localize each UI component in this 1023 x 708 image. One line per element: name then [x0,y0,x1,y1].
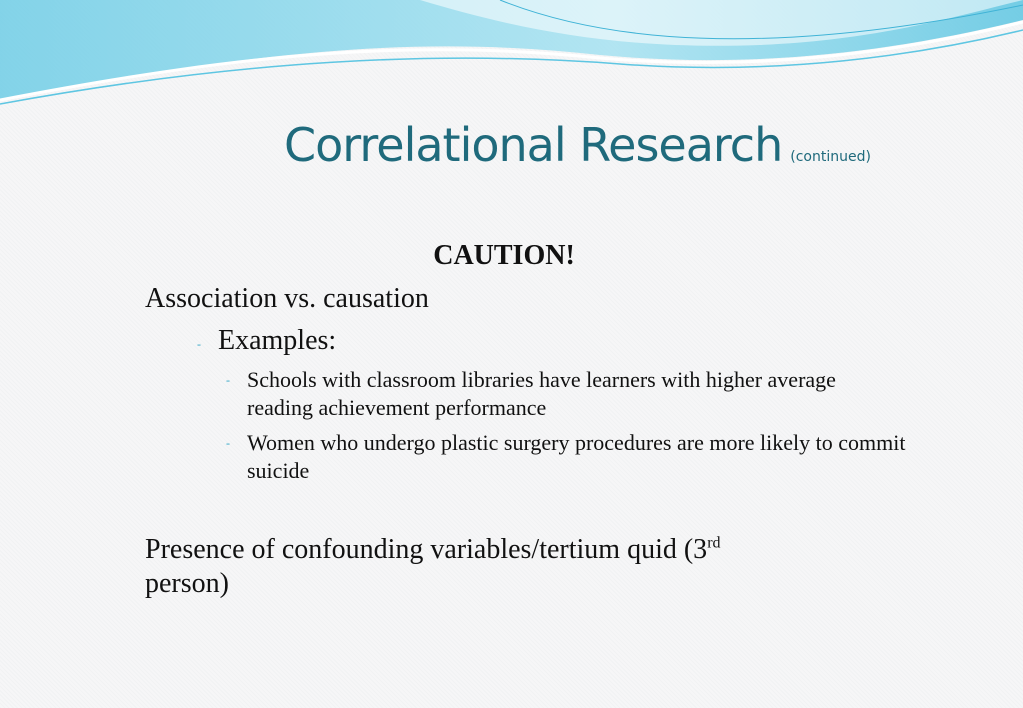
bullet-dash: - [226,373,230,387]
ordinal-suffix: rd [707,534,721,552]
slide-title [284,118,871,172]
title-main: Correlational Research [284,118,783,172]
wave-decoration [0,0,1023,110]
title-suffix: (continued) [790,149,871,165]
confounding-text: Presence of confounding variables/tertium quid (3 [145,534,708,565]
bullet-dash: - [197,337,201,351]
example-item-2: Women who undergo plastic surgery procedures are more likely to commit suicide [247,430,906,483]
point-association: Association vs. causation [145,283,429,314]
examples-label: Examples: [218,325,337,356]
point-confounding [145,534,721,566]
confounding-text-end: person) [145,568,229,599]
example-item-1: Schools with classroom libraries have learners with higher average reading achievement performance [247,367,836,420]
caution-heading: CAUTION! [433,240,575,271]
bullet-dash: - [226,436,230,450]
